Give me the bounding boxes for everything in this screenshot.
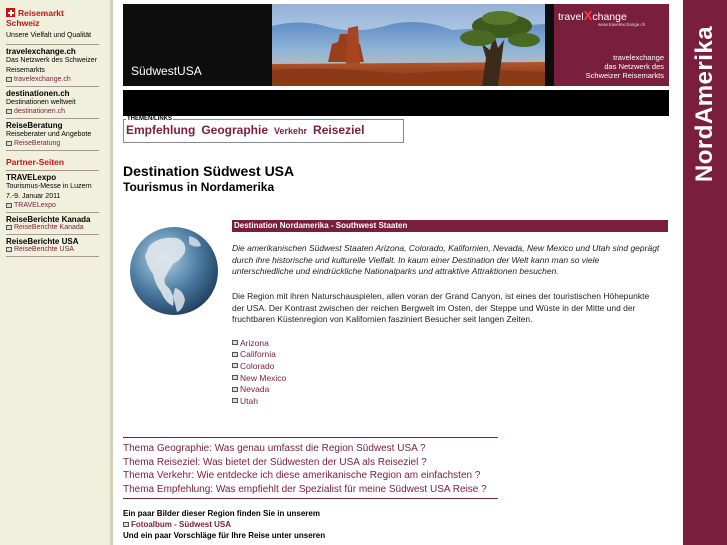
page-title: Destination Südwest USA [123,163,295,179]
sidebar-block-destinationen [6,87,99,119]
link-icon [6,203,12,208]
sidebar-block-desc: Reiseberater und Angebote [6,131,92,138]
monument-valley-photo [272,4,545,86]
state-link-arizona[interactable]: Arizona [240,337,269,348]
swiss-flag-icon [6,8,15,17]
nordamerika-vertical-title: NordAmerika [691,25,718,183]
theme-question-reiseziel[interactable]: Thema Reiseziel: Was bietet der Südwesten der USA als Reiseziel ? [123,456,427,468]
theme-question-empfehlung[interactable]: Thema Empfehlung: Was empfiehlt der Spezialist für meine Südwest USA Reise ? [123,483,487,495]
list-item[interactable] [232,349,286,361]
theme-link-verkehr[interactable]: Verkehr [274,126,308,136]
network-note [586,53,664,80]
body-paragraph: Die Region mit ihren Naturschauspielen, allen voran der Grand Canyon, ist eines der touristischen Höhepunkte der USA. Der Kontrast zwischen der reichen Bergwelt im Osten, der Steppe und Wüste in der Mitte und der fruchtbaren Küstenregion von Kalifornien fasziniert Besucher seit langen Zeiten. [232,291,650,324]
sidebar-block-title[interactable]: travelexchange.ch [6,47,76,56]
sidebar-block-desc: Das Netzwerk des Schweizer Reisemarkts [6,57,98,74]
fotoalbum-link[interactable] [123,519,498,530]
sidebar-block-reiseberatung [6,119,99,151]
sidebar-block-title[interactable]: ReiseBerichte Kanada [6,215,91,224]
state-link-utah[interactable]: Utah [240,395,258,406]
bottom-text-2: Und ein paar Vorschläge für Ihre Reise unter unseren [123,531,326,540]
travelexchange-logo-box[interactable] [554,4,669,86]
theme-question-verkehr[interactable]: Thema Verkehr: Wie entdecke ich diese amerikanische Region am einfachsten ? [123,470,481,481]
list-item[interactable] [232,395,286,407]
network-note-line: das Netzwerk des [604,62,664,71]
sidebar-link-label[interactable]: ReiseBerichte USA [14,246,74,253]
network-note-line: Schweizer Reisemarkts [585,71,664,80]
logo-prefix: travel [558,11,584,23]
globe-icon [129,226,219,316]
bottom-section [123,498,498,541]
sidebar-block-title[interactable]: destinationen.ch [6,89,70,98]
link-icon [232,375,238,380]
link-icon [123,522,129,527]
sidebar-block-title[interactable]: ReiseBerichte USA [6,237,79,246]
partner-heading: Partner-Seiten [6,157,65,167]
state-list [232,337,286,407]
sidebar-link-usa[interactable] [6,246,99,253]
link-icon [232,363,238,368]
sidebar-block-travelexpo [6,171,99,213]
travelexchange-logo[interactable] [558,8,627,23]
list-item[interactable] [232,337,286,349]
link-icon [6,109,12,114]
sidebar-block-travelexchange [6,45,99,87]
partner-heading-block [6,151,99,171]
navigation-bar [123,90,669,116]
list-item[interactable] [232,360,286,372]
sidebar-link-travelexpo[interactable] [6,202,99,209]
theme-link-reiseziel[interactable]: Reiseziel [313,123,365,137]
sidebar-link-travelexchange[interactable] [6,76,99,83]
sidebar-block-usa [6,235,99,257]
sidebar-link-label[interactable]: travelexchange.ch [14,76,71,83]
themen-links [126,123,364,137]
sidebar-block-desc: Destinationen weltweit [6,99,76,106]
landscape-illustration [272,4,545,86]
state-link-colorado[interactable]: Colorado [240,360,275,371]
state-link-nevada[interactable]: Nevada [240,384,270,395]
link-icon [232,340,238,345]
themen-links-box [123,116,404,143]
link-icon [6,77,12,82]
brand-tagline: Unsere Vielfalt und Qualität [6,32,92,39]
sidebar-link-kanada[interactable] [6,224,99,231]
bottom-text-1: Ein paar Bilder dieser Region finden Sie in unserem [123,509,320,518]
link-icon [232,387,238,392]
logo-x: X [583,8,593,23]
list-item[interactable] [232,372,286,384]
themen-label: THEMEN/LINKS [127,116,172,122]
intro-paragraph: Die amerikanischen Südwest Staaten Arizona, Colorado, Kalifornien, Nevada, New Mexico und Utah sind geprägt durch ihre historische und kulturelle Vielfalt. In kaum einer Destination der Welt kann man so viele unterschiedliche und eindrückliche Nationalparks und attraktive Attraktionen besuchen. [232,243,660,276]
sidebar-block-kanada [6,213,99,235]
sidebar-block-title[interactable]: ReiseBeratung [6,121,63,130]
theme-question-geographie[interactable]: Thema Geographie: Was genau umfasst die Region Südwest USA ? [123,443,426,454]
link-icon [232,352,238,357]
link-icon [6,141,12,146]
header-banner [123,4,669,86]
link-icon [6,247,12,252]
logo-url: www.travelexchange.ch [598,22,646,27]
right-side-bar [683,0,727,545]
state-link-california[interactable]: California [240,349,276,360]
theme-link-empfehlung[interactable]: Empfehlung [126,123,196,137]
sidebar-link-destinationen[interactable] [6,108,99,115]
sidebar-link-reiseberatung[interactable] [6,140,99,147]
section-header-bar: Destination Nordamerika - Southwest Staaten [232,220,668,232]
sidebar-link-label[interactable]: destinationen.ch [14,108,65,115]
logo-suffix: change [592,11,627,23]
theme-question-links [123,437,498,496]
sidebar-link-label[interactable]: TRAVELexpo [14,202,56,209]
link-icon [6,225,12,230]
brand-title[interactable]: Reisemarkt Schweiz [6,8,64,28]
theme-link-geographie[interactable]: Geographie [201,123,269,137]
list-item[interactable] [232,383,286,395]
state-link-new-mexico[interactable]: New Mexico [240,372,287,383]
sidebar-block-desc: Tourismus-Messe in Luzern 7.-9. Januar 2011 [6,183,92,200]
banner-title: SüdwestUSA [131,64,202,78]
network-note-line: travelexchange [613,53,664,62]
sidebar-link-label[interactable]: ReiseBerichte Kanada [14,224,84,231]
link-icon [232,398,238,403]
sidebar-block-title[interactable]: TRAVELexpo [6,173,57,182]
fotoalbum-link-label[interactable]: Fotoalbum - Südwest USA [131,520,231,529]
sidebar-link-label[interactable]: ReiseBeratung [14,140,61,147]
left-sidebar [0,0,113,545]
page-subtitle: Tourismus in Nordamerika [123,180,275,194]
